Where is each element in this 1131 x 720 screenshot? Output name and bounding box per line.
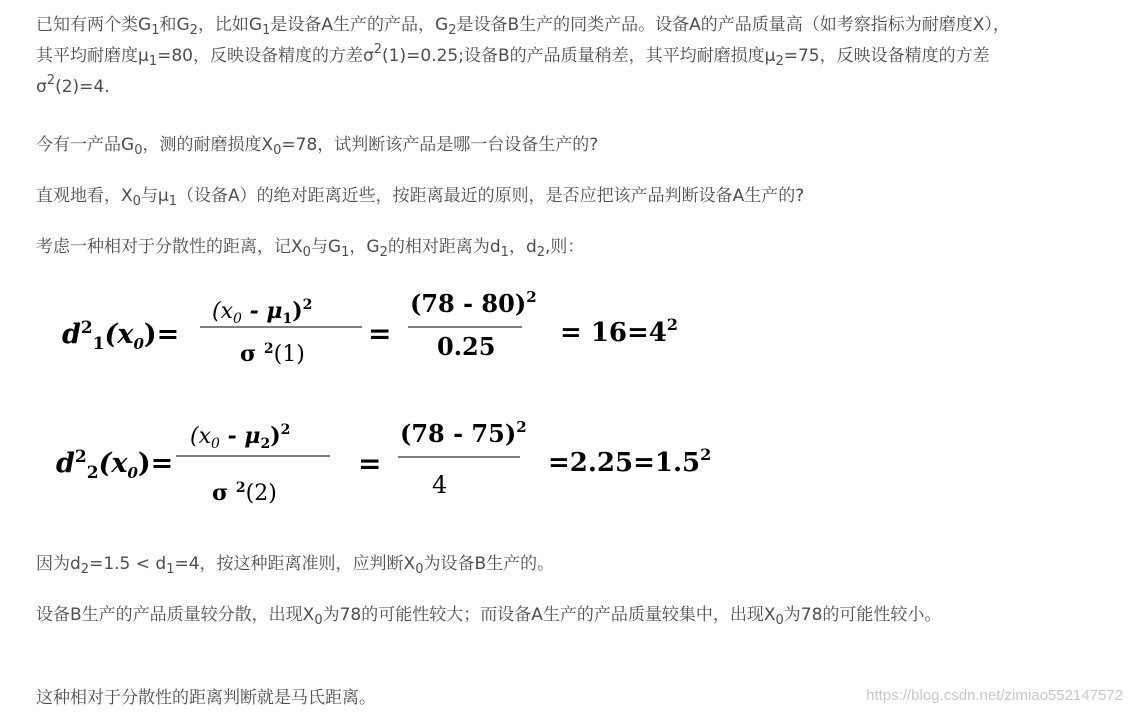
text-segment: 和G — [159, 15, 190, 35]
subscript: 0 — [273, 143, 282, 158]
formula1-numerator-1: $(x_0 - \mu_1)^2$ — [212, 297, 313, 327]
formula2-numerator-1: $(x_0 - \mu_2)^2$ — [190, 422, 291, 452]
formula1-result: = $16=4^2$ — [560, 315, 679, 348]
subscript: 1 — [262, 23, 271, 38]
formula1-numerator-2: (78 - 80)$^2$ — [410, 288, 537, 318]
subscript: 0 — [314, 613, 323, 628]
text-segment: (2)=4. — [55, 77, 110, 97]
text-segment: 因为d — [36, 554, 81, 574]
text-segment: =80，反映设备精度的方差σ — [157, 46, 374, 66]
text-segment: =75，反映设备精度的方差σ — [36, 46, 990, 97]
text-segment: =4，按这种距离准则，应判断X — [174, 554, 416, 574]
subscript: 0 — [134, 143, 143, 158]
text-segment: =1.5 < d — [89, 554, 167, 574]
subscript: 1 — [151, 23, 160, 38]
subscript: 2 — [536, 245, 546, 260]
text-segment: 设备B生产的产品质量较分散，出现X — [36, 605, 315, 625]
text-segment: 直观地看，X — [36, 186, 133, 206]
subscript: 0 — [302, 245, 311, 260]
formula2-numerator-2: (78 - 75)$^2$ — [400, 418, 527, 448]
formula1-denominator-1: σ $^2$(1) — [240, 341, 305, 367]
text-segment: 为78的可能性较大；而设备A生产的产品质量较集中，出现X — [322, 605, 776, 625]
text-segment: 的相对距离为d — [387, 237, 501, 257]
subscript: 2 — [379, 245, 388, 260]
subscript: 0 — [415, 562, 424, 577]
text-segment: (1)=0.25;设备B的产品质量稍差，其平均耐磨损度μ — [382, 46, 776, 66]
text-segment: 考虑一种相对于分散性的距离，记X — [36, 237, 303, 257]
text-segment: （设备A）的绝对距离近些，按距离最近的原则，是否应把该产品判断设备A生产的? — [177, 186, 805, 206]
superscript: 2 — [373, 42, 383, 57]
text-segment: ，d — [508, 237, 537, 257]
subscript: 0 — [132, 194, 141, 209]
formula2-denominator-1: σ $^2$(2) — [212, 480, 277, 506]
subscript: 1 — [166, 562, 175, 577]
formula2-lhs: $d^2_2(x_0)=$ — [56, 447, 174, 483]
text-segment: ，G — [349, 237, 380, 257]
formula1-lhs: $d^2_1(x_0)=$ — [62, 318, 180, 354]
subscript: 1 — [148, 54, 158, 69]
text-segment: 是设备B生产的同类产品。设备A的产品质量高（如考察指标为耐磨度X），其平均耐磨度μ — [36, 15, 1010, 66]
text-segment: ,则： — [545, 237, 585, 257]
text-segment: ，测的耐磨损度X — [142, 135, 274, 155]
text-segment: 是设备A生产的产品，G — [270, 15, 449, 35]
formula1-equals: = — [368, 317, 392, 350]
subscript: 2 — [189, 23, 198, 38]
text-segment: 与μ — [140, 186, 169, 206]
subscript: 2 — [80, 562, 90, 577]
formula1-denominator-2: 0.25 — [437, 332, 496, 361]
text-segment: 今有一产品G — [36, 135, 135, 155]
subscript: 0 — [775, 613, 784, 628]
text-segment: ，比如G — [197, 15, 263, 35]
subscript: 2 — [448, 23, 457, 38]
text-segment: 为78的可能性较小。 — [783, 605, 942, 625]
text-segment: 与G — [310, 237, 342, 257]
formula2-equals: = — [358, 447, 382, 480]
text-segment: 已知有两个类G — [36, 15, 152, 35]
subscript: 1 — [341, 245, 350, 260]
formula2-denominator-2: 4 — [432, 471, 448, 499]
text-segment: 为设备B生产的。 — [423, 554, 555, 574]
text-segment: 这种相对于分散性的距离判断就是马氏距离。 — [36, 688, 376, 708]
formula2-result: $=2.25=1.5^2$ — [548, 445, 712, 478]
subscript: 1 — [500, 245, 509, 260]
watermark: https://blog.csdn.net/zimiao552147572 — [866, 687, 1123, 704]
superscript: 2 — [46, 73, 56, 88]
subscript: 1 — [168, 194, 178, 209]
subscript: 2 — [775, 54, 784, 69]
text-segment: =78，试判断该产品是哪一台设备生产的? — [281, 135, 599, 155]
